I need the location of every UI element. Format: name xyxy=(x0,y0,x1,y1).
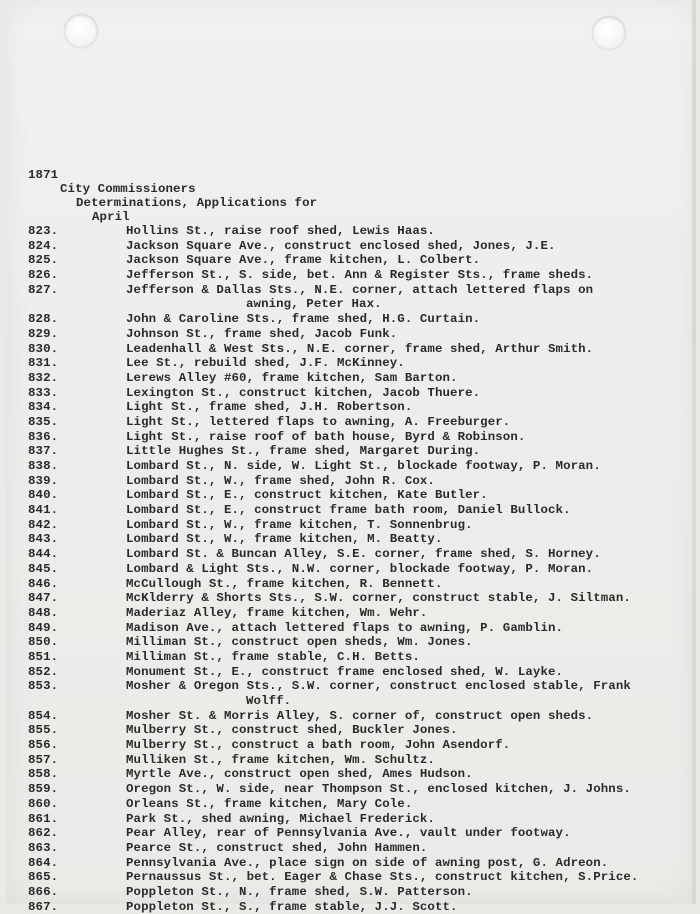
entry-number: 838. xyxy=(28,459,59,474)
list-item xyxy=(0,342,700,357)
list-item xyxy=(0,430,700,445)
entry-text: Maderiaz Alley, frame kitchen, Wm. Wehr. xyxy=(126,605,428,620)
list-item xyxy=(0,679,700,708)
list-item xyxy=(0,635,700,650)
entry-number: 853. xyxy=(28,679,59,694)
entry-text: Lee St., rebuild shed, J.F. McKinney. xyxy=(126,356,405,371)
entry-text: Lombard St., E., construct kitchen, Kate Butler. xyxy=(126,488,488,503)
entry-text: Orleans St., frame kitchen, Mary Cole. xyxy=(126,796,413,811)
list-item xyxy=(0,268,700,283)
entry-text: Poppleton St., S., frame stable, J.J. Scott. xyxy=(126,899,458,914)
entry-text: Jackson Square Ave., construct enclosed shed, Jones, J.E. xyxy=(126,238,556,253)
entry-number: 857. xyxy=(28,752,59,767)
entry-text: Mulliken St., frame kitchen, Wm. Schultz. xyxy=(126,752,435,767)
entry-text: Madison Ave., attach lettered flaps to awning, P. Gamblin. xyxy=(126,620,564,635)
entry-number: 856. xyxy=(28,738,59,753)
entry-number: 861. xyxy=(28,811,59,826)
entry-text: Myrtle Ave., construct open shed, Ames Hudson. xyxy=(126,767,473,782)
entry-number: 852. xyxy=(28,664,59,679)
entry-number: 847. xyxy=(28,591,59,606)
entry-text: Pearce St., construct shed, John Hammen. xyxy=(126,840,428,855)
list-item xyxy=(0,797,700,812)
entry-text: Light St., raise roof of bath house, Byrd & Robinson. xyxy=(126,429,526,444)
entry-text: Light St., lettered flaps to awning, A. Freeburger. xyxy=(126,414,511,429)
entry-number: 850. xyxy=(28,635,59,650)
entry-text-continuation: Wolff. xyxy=(246,694,292,709)
entry-number: 824. xyxy=(28,238,59,253)
entry-number: 828. xyxy=(28,312,59,327)
list-item xyxy=(0,591,700,606)
header-subject: Determinations, Applications for xyxy=(76,196,318,210)
entry-number: 839. xyxy=(28,473,59,488)
list-item xyxy=(0,224,700,239)
entry-text: Jefferson St., S. side, bet. Ann & Register Sts., frame sheds. xyxy=(126,268,594,283)
entry-number: 835. xyxy=(28,414,59,429)
entry-text: Lombard St., W., frame kitchen, T. Sonnenbrug. xyxy=(126,517,473,532)
entry-text: Poppleton St., N., frame shed, S.W. Patterson. xyxy=(126,884,473,899)
entry-number: 860. xyxy=(28,796,59,811)
list-item xyxy=(0,532,700,547)
entry-text: Milliman St., frame stable, C.H. Betts. xyxy=(126,649,420,664)
list-item xyxy=(0,753,700,768)
entry-text: Lombard St., N. side, W. Light St., blockade footway, P. Moran. xyxy=(126,459,601,474)
list-item xyxy=(0,312,700,327)
entry-number: 846. xyxy=(28,576,59,591)
entry-number: 837. xyxy=(28,444,59,459)
list-item xyxy=(0,650,700,665)
entry-number: 867. xyxy=(28,899,59,914)
list-item xyxy=(0,606,700,621)
entry-text: Lombard St., W., frame kitchen, M. Beatty. xyxy=(126,532,443,547)
entry-number: 866. xyxy=(28,884,59,899)
list-item xyxy=(0,812,700,827)
entry-text: Leadenhall & West Sts., N.E. corner, frame shed, Arthur Smith. xyxy=(126,341,594,356)
entry-text: Mosher & Oregon Sts., S.W. corner, construct enclosed stable, Frank xyxy=(126,679,631,694)
list-item xyxy=(0,562,700,577)
entry-number: 845. xyxy=(28,561,59,576)
entry-number: 843. xyxy=(28,532,59,547)
entry-number: 833. xyxy=(28,385,59,400)
entry-text: Lombard & Light Sts., N.W. corner, blockade footway, P. Moran. xyxy=(126,561,594,576)
entry-text: Johnson St., frame shed, Jacob Funk. xyxy=(126,326,398,341)
list-item xyxy=(0,665,700,680)
entry-text: Pernaussus St., bet. Eager & Chase Sts., construct kitchen, S.Price. xyxy=(126,870,639,885)
entry-text: Mosher St. & Morris Alley, S. corner of, construct open sheds. xyxy=(126,708,594,723)
entry-number: 864. xyxy=(28,855,59,870)
entry-text: Mulberry St., construct a bath room, John Asendorf. xyxy=(126,738,511,753)
entry-text: Oregon St., W. side, near Thompson St., enclosed kitchen, J. Johns. xyxy=(126,782,631,797)
entry-number: 823. xyxy=(28,224,59,238)
entry-number: 829. xyxy=(28,326,59,341)
list-item xyxy=(0,488,700,503)
entry-number: 859. xyxy=(28,782,59,797)
entry-text: Pennsylvania Ave., place sign on side of awning post, G. Adreon. xyxy=(126,855,609,870)
entry-text: John & Caroline Sts., frame shed, H.G. Curtain. xyxy=(126,312,481,327)
entry-number: 863. xyxy=(28,840,59,855)
list-item xyxy=(0,885,700,900)
entry-number: 851. xyxy=(28,649,59,664)
entry-text: Hollins St., raise roof shed, Lewis Haas. xyxy=(126,224,435,238)
entry-text: McKlderry & Shorts Sts., S.W. corner, construct stable, J. Siltman. xyxy=(126,591,631,606)
entry-text: Lombard St. & Buncan Alley, S.E. corner, frame shed, S. Horney. xyxy=(126,547,601,562)
list-item xyxy=(0,459,700,474)
entry-text: Monument St., E., construct frame enclosed shed, W. Layke. xyxy=(126,664,564,679)
list-item xyxy=(0,239,700,254)
entry-text: Lerews Alley #60, frame kitchen, Sam Barton. xyxy=(126,370,458,385)
list-item xyxy=(0,856,700,871)
entry-text: Park St., shed awning, Michael Frederick. xyxy=(126,811,435,826)
entry-number: 848. xyxy=(28,605,59,620)
list-item xyxy=(0,283,700,312)
entry-list xyxy=(0,224,700,914)
entry-number: 844. xyxy=(28,547,59,562)
list-item xyxy=(0,621,700,636)
list-item xyxy=(0,738,700,753)
entry-text: Pear Alley, rear of Pennsylvania Ave., vault under footway. xyxy=(126,826,571,841)
entry-number: 858. xyxy=(28,767,59,782)
list-item xyxy=(0,767,700,782)
header-department: City Commissioners xyxy=(60,182,196,196)
list-item xyxy=(0,415,700,430)
entry-number: 854. xyxy=(28,708,59,723)
entry-text: Lombard St., W., frame shed, John R. Cox. xyxy=(126,473,435,488)
entry-number: 836. xyxy=(28,429,59,444)
list-item xyxy=(0,841,700,856)
entry-number: 840. xyxy=(28,488,59,503)
entry-text: Light St., frame shed, J.H. Robertson. xyxy=(126,400,413,415)
list-item xyxy=(0,900,700,914)
entry-number: 842. xyxy=(28,517,59,532)
entry-text: McCullough St., frame kitchen, R. Bennett. xyxy=(126,576,443,591)
list-item xyxy=(0,386,700,401)
entry-text: Lexington St., construct kitchen, Jacob Thuere. xyxy=(126,385,481,400)
list-item xyxy=(0,444,700,459)
entry-number: 830. xyxy=(28,341,59,356)
entry-number: 865. xyxy=(28,870,59,885)
entry-number: 827. xyxy=(28,282,59,297)
entry-text: Lombard St., E., construct frame bath room, Daniel Bullock. xyxy=(126,503,571,518)
entry-number: 855. xyxy=(28,723,59,738)
list-item xyxy=(0,547,700,562)
list-item xyxy=(0,782,700,797)
entry-number: 831. xyxy=(28,356,59,371)
list-item xyxy=(0,503,700,518)
entry-text: Little Hughes St., frame shed, Margaret During. xyxy=(126,444,481,459)
entry-number: 862. xyxy=(28,826,59,841)
header-year: 1871 xyxy=(28,168,59,182)
entry-number: 832. xyxy=(28,370,59,385)
list-item xyxy=(0,356,700,371)
list-item xyxy=(0,518,700,533)
list-item xyxy=(0,474,700,489)
entry-number: 825. xyxy=(28,253,59,268)
list-item xyxy=(0,826,700,841)
list-item xyxy=(0,327,700,342)
list-item xyxy=(0,723,700,738)
entry-number: 841. xyxy=(28,503,59,518)
list-item xyxy=(0,253,700,268)
list-item xyxy=(0,709,700,724)
list-item xyxy=(0,577,700,592)
entry-text-continuation: awning, Peter Hax. xyxy=(246,297,382,312)
list-item xyxy=(0,870,700,885)
header-month: April xyxy=(92,210,130,224)
entry-number: 834. xyxy=(28,400,59,415)
entry-text: Milliman St., construct open sheds, Wm. Jones. xyxy=(126,635,473,650)
entry-text: Jackson Square Ave., frame kitchen, L. Colbert. xyxy=(126,253,481,268)
entry-number: 826. xyxy=(28,268,59,283)
list-item xyxy=(0,400,700,415)
list-item xyxy=(0,371,700,386)
entry-text: Jefferson & Dallas Sts., N.E. corner, attach lettered flaps on xyxy=(126,282,594,297)
entry-text: Mulberry St., construct shed, Buckler Jones. xyxy=(126,723,458,738)
entry-number: 849. xyxy=(28,620,59,635)
